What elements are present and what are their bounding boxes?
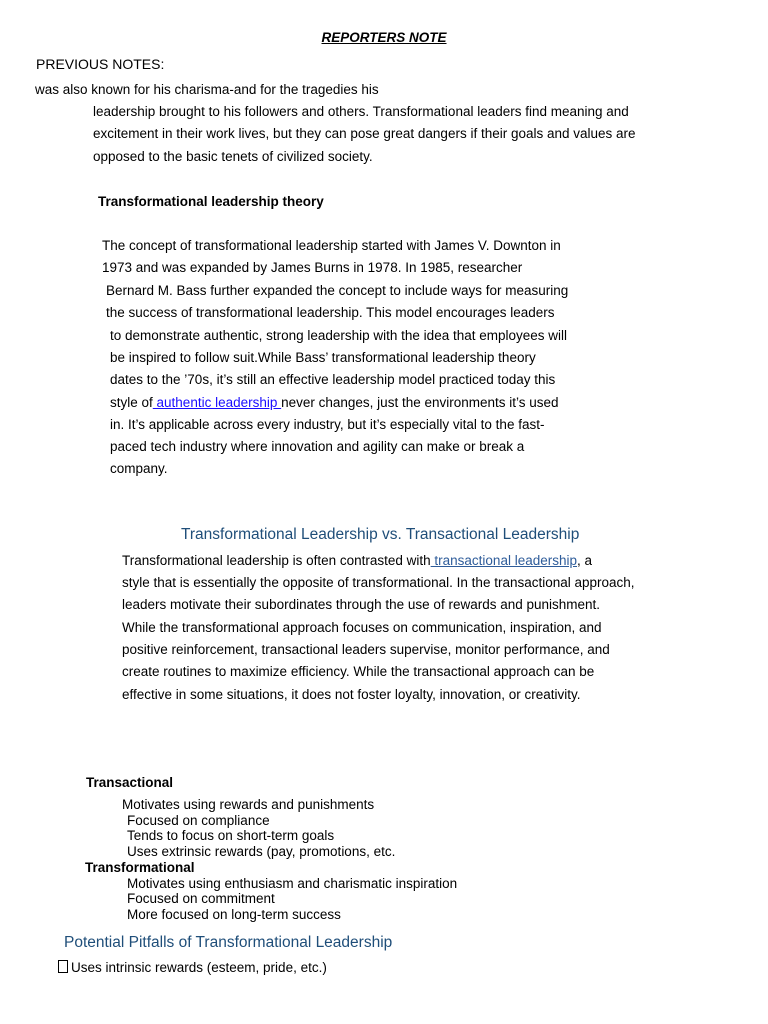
list-item: Focused on compliance [127,813,270,828]
list-item: Uses extrinsic rewards (pay, promotions, etc. [127,844,396,859]
theory-line: 1973 and was expanded by James Burns in 1978. In 1985, researcher [102,260,523,275]
theory-line: The concept of transformational leadership started with James V. Downton in [102,238,561,253]
intro-line: excitement in their work lives, but they can pose great dangers if their goals and values are [93,126,636,141]
list-item: Motivates using enthusiasm and charismatic inspiration [127,876,458,891]
list-item: Tends to focus on short-term goals [127,828,335,843]
theory-line-text: style of [110,395,153,410]
vs-line: effective in some situations, it does not foster loyalty, innovation, or creativity. [122,687,581,702]
vs-heading: Transformational Leadership vs. Transactional Leadership [181,526,580,543]
theory-line [110,395,559,411]
intro-line: opposed to the basic tenets of civilized society. [93,149,373,164]
theory-line: company. [110,461,168,476]
transactional-label: Transactional [86,775,174,790]
previous-notes-label: PREVIOUS NOTES: [36,56,165,72]
theory-line: be inspired to follow suit.While Bass’ transformational leadership theory [110,350,536,365]
list-item: Motivates using rewards and punishments [122,797,375,812]
theory-line: the success of transformational leadership. This model encourages leaders [106,305,555,320]
vs-line: style that is essentially the opposite of transformational. In the transactional approach, [122,575,635,590]
theory-line: Bernard M. Bass further expanded the concept to include ways for measuring [106,283,569,298]
theory-line: dates to the ’70s, it’s still an effective leadership model practiced today this [110,372,556,387]
theory-line: paced tech industry where innovation and agility can make or break a [110,439,525,454]
intro-line: leadership brought to his followers and others. Transformational leaders find meaning and [93,104,629,119]
pitfalls-heading: Potential Pitfalls of Transformational Leadership [64,934,393,951]
vs-line: leaders motivate their subordinates through the use of rewards and punishment. [122,597,601,612]
vs-line [122,553,592,569]
vs-line: positive reinforcement, transactional leaders supervise, monitor performance, and [122,642,610,657]
pitfalls-bullet-item [58,960,327,976]
vs-line-text: , a [577,553,593,568]
theory-heading: Transformational leadership theory [98,194,324,209]
authentic-leadership-link[interactable]: authentic leadership [152,395,282,410]
bullet-text: Uses intrinsic rewards (esteem, pride, etc.) [71,960,327,975]
page-title: REPORTERS NOTE [321,30,447,45]
transactional-leadership-link[interactable]: transactional leadership [430,553,577,568]
list-item: More focused on long-term success [127,907,341,922]
transformational-label: Transformational [85,860,195,875]
theory-line: in. It’s applicable across every industry, but it’s especially vital to the fast- [110,417,545,432]
vs-line: While the transformational approach focuses on communication, inspiration, and [122,620,602,635]
vs-line: create routines to maximize efficiency. While the transactional approach can be [122,664,595,679]
theory-line-text: never changes, just the environments it’s used [281,395,559,410]
list-item: Focused on commitment [127,891,275,906]
vs-line-text: Transformational leadership is often contrasted with [122,553,431,568]
missing-glyph-bullet-icon [58,960,68,973]
intro-line: was also known for his charisma-and for the tragedies his [35,82,379,97]
theory-line: to demonstrate authentic, strong leadership with the idea that employees will [110,328,568,343]
